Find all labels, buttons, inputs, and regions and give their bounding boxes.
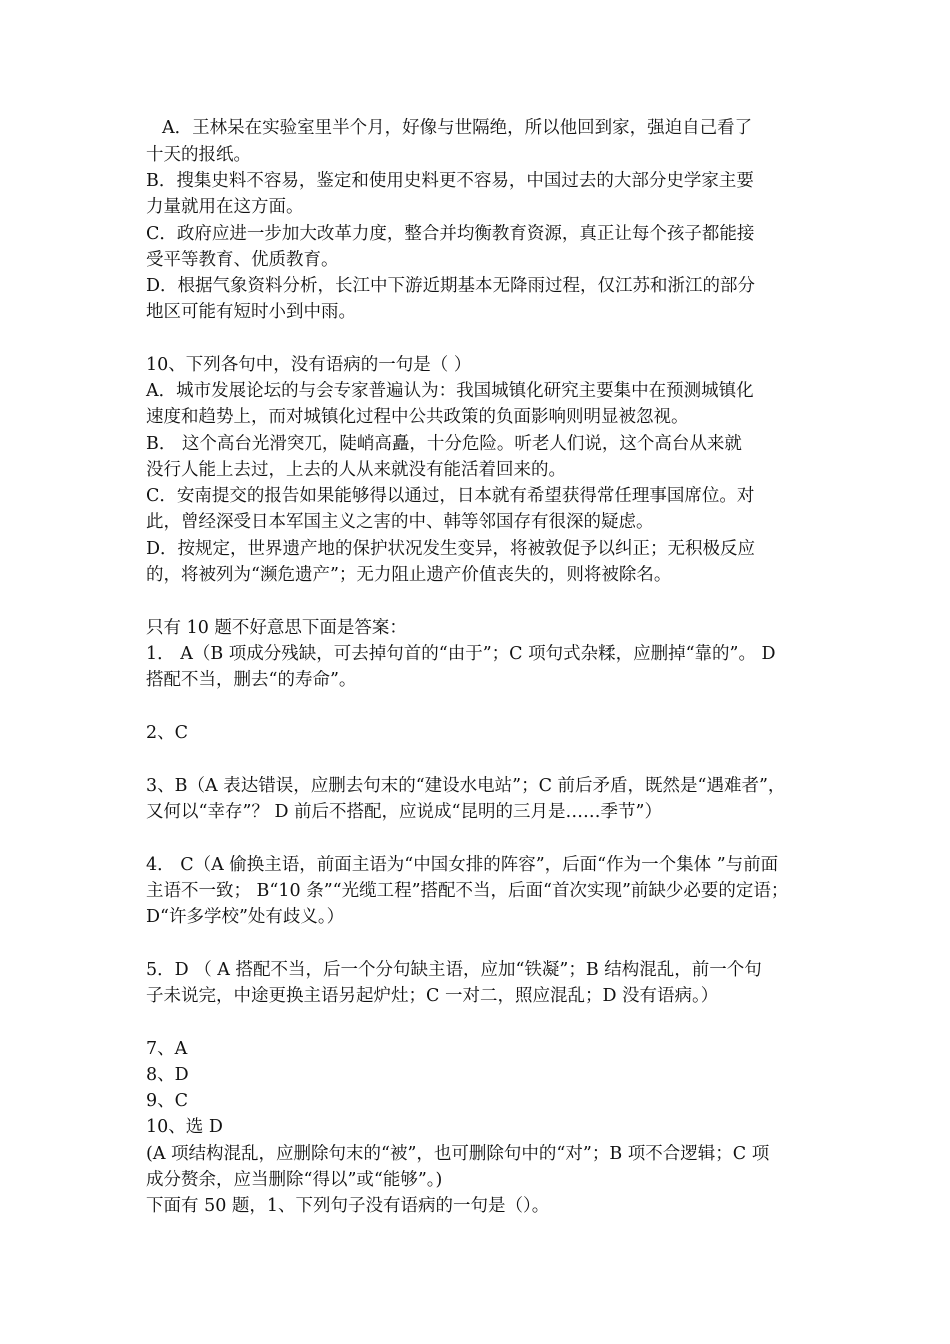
q9-option-b-line2: 力量就用在这方面。: [146, 197, 304, 217]
q10-option-a-line2: 速度和趋势上，而对城镇化过程中公共政策的负面影响则明显被忽视。: [146, 407, 689, 427]
answer-3-line1: 3、B（A 表达错误，应删去句末的“建设水电站”；C 前后矛盾，既然是“遇难者”，: [146, 776, 786, 796]
q10-option-d-line1: D．按规定，世界遗产地的保护状况发生变异，将被敦促予以纠正；无积极反应: [146, 539, 756, 559]
q9-option-c-line2: 受平等教育、优质教育。: [146, 250, 339, 270]
answer-9: 9、C: [146, 1091, 189, 1111]
answer-10-explanation-line1: (A 项结构混乱，应删除句末的“被”，也可删除句中的“对”；B 项不合逻辑；C 项: [146, 1144, 770, 1164]
answers-intro: 只有 10 题不好意思下面是答案：: [146, 618, 407, 638]
answer-4-line2: 主语不一致； B“10 条”“光缆工程”搭配不当，后面“首次实现”前缺少必要的定语；: [146, 881, 789, 901]
next-section-heading: 下面有 50 题，1、下列句子没有语病的一句是（）。: [146, 1196, 550, 1216]
answer-4-line1: 4． C（A 偷换主语，前面主语为“中国女排的阵容”，后面“作为一个集体 ”与前面: [146, 855, 779, 875]
q9-option-b-line1: B．搜集史料不容易，鉴定和使用史料更不容易，中国过去的大部分史学家主要: [146, 171, 754, 191]
q9-option-a-line2: 十天的报纸。: [146, 145, 251, 165]
answer-4-line3: D“许多学校”处有歧义。）: [146, 907, 345, 927]
answer-5-line1: 5．D （ A 搭配不当，后一个分句缺主语，应加“铁凝”；B 结构混乱，前一个句: [146, 960, 762, 980]
answer-5-line2: 子未说完，中途更换主语另起炉灶；C 一对二，照应混乱；D 没有语病。）: [146, 986, 719, 1006]
q10-option-d-line2: 的，将被列为“濒危遗产”；无力阻止遗产价值丧失的，则将被除名。: [146, 565, 672, 585]
q9-option-a-line1: A．王林呆在实验室里半个月，好像与世隔绝，所以他回到家，强迫自己看了: [162, 118, 753, 138]
answer-1-line2: 搭配不当，删去“的寿命”。: [146, 670, 357, 690]
q9-option-d-line2: 地区可能有短时小到中雨。: [146, 302, 356, 322]
answer-1-line1: 1． A（B 项成分残缺，可去掉句首的“由于”；C 项句式杂糅，应删掉“靠的”。 D: [146, 644, 776, 664]
answer-10: 10、选 D: [146, 1117, 223, 1137]
answer-3-line2: 又何以“幸存”？ D 前后不搭配，应说成“昆明的三月是……季节”）: [146, 802, 662, 822]
answer-8: 8、D: [146, 1065, 189, 1085]
answer-7: 7、A: [146, 1039, 188, 1059]
q10-option-b-line1: B． 这个高台光滑突兀，陡峭高矗，十分危险。听老人们说，这个高台从来就: [146, 434, 742, 454]
q9-option-c-line1: C．政府应进一步加大改革力度，整合并均衡教育资源，真正让每个孩子都能接: [146, 224, 755, 244]
q10-option-c-line1: C．安南提交的报告如果能够得以通过，日本就有希望获得常任理事国席位。对: [146, 486, 755, 506]
q10-option-a-line1: A．城市发展论坛的与会专家普遍认为：我国城镇化研究主要集中在预测城镇化: [146, 381, 754, 401]
q10-stem: 10、下列各句中，没有语病的一句是（ ）: [146, 355, 472, 375]
q10-option-c-line2: 此，曾经深受日本军国主义之害的中、韩等邻国存有很深的疑虑。: [146, 512, 654, 532]
answer-10-explanation-line2: 成分赘余，应当删除“得以”或“能够”。): [146, 1170, 443, 1190]
answer-2: 2、C: [146, 723, 189, 743]
q9-option-d-line1: D．根据气象资料分析，长江中下游近期基本无降雨过程，仅江苏和浙江的部分: [146, 276, 756, 296]
q10-option-b-line2: 没行人能上去过，上去的人从来就没有能活着回来的。: [146, 460, 566, 480]
